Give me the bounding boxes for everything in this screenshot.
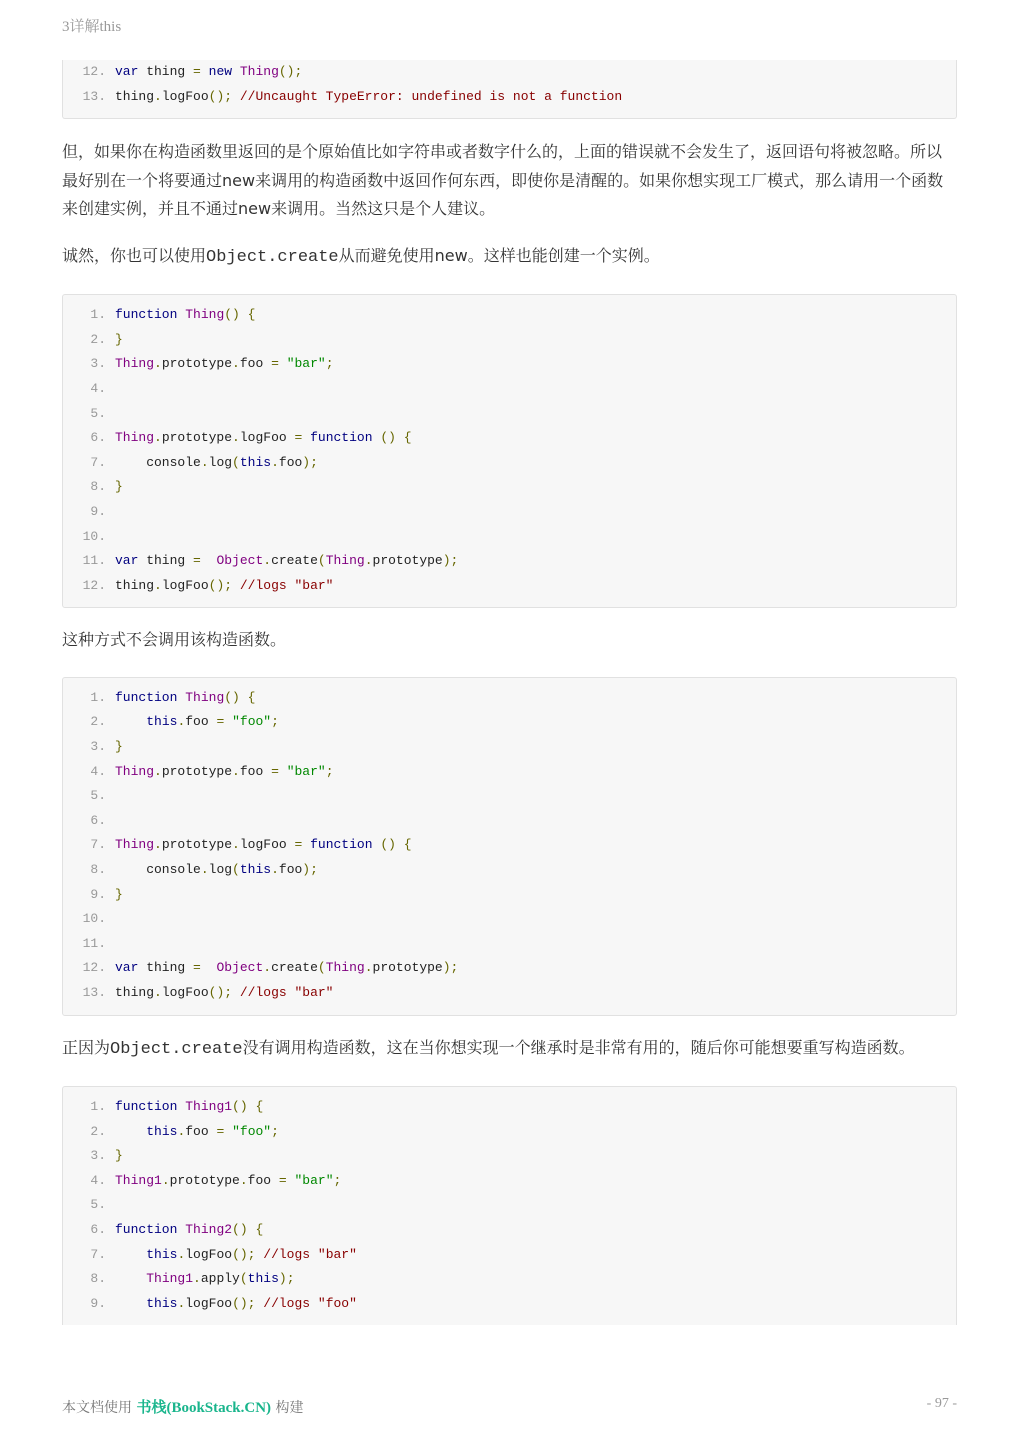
- code-token: prototype: [161, 356, 233, 372]
- code-token: .: [200, 454, 209, 470]
- code-line: [63, 525, 956, 550]
- line-number: 7.: [90, 1246, 106, 1262]
- code-token: (: [239, 1271, 248, 1287]
- code-token: //Uncaught TypeError: undefined is not a function: [239, 88, 623, 104]
- code-token: .: [177, 1246, 186, 1262]
- code-token: var: [115, 553, 139, 569]
- code-token: =: [294, 837, 303, 853]
- code-line: [63, 809, 956, 834]
- code-token: console: [115, 454, 201, 470]
- code-token: prototype: [372, 553, 443, 569]
- inline-code: Object.create: [206, 247, 339, 267]
- code-token: .: [177, 714, 186, 730]
- code-line: [63, 328, 956, 353]
- line-number: 3.: [90, 739, 106, 754]
- code-token: ;: [325, 356, 334, 372]
- code-token: Thing1: [185, 1099, 233, 1115]
- code-token: .: [232, 837, 240, 853]
- line-number: 12.: [82, 960, 106, 976]
- code-token: create: [271, 960, 318, 976]
- code-token: function: [310, 430, 373, 446]
- code-line: [63, 1243, 956, 1268]
- line-number: 6.: [90, 812, 106, 828]
- code-token: }: [115, 479, 123, 495]
- line-number: 6.: [90, 430, 106, 446]
- line-number: 9.: [90, 1295, 106, 1311]
- line-number: 11.: [82, 935, 106, 951]
- code-token: );: [442, 960, 459, 976]
- code-token: (: [232, 861, 240, 877]
- code-token: "foo": [232, 1123, 272, 1139]
- code-token: ;: [271, 1123, 279, 1139]
- code-line: [63, 760, 956, 785]
- code-token: [279, 764, 287, 779]
- code-token: [232, 985, 240, 1000]
- code-token: [302, 837, 310, 852]
- code-token: .: [154, 430, 162, 446]
- code-token: ();: [232, 1246, 256, 1262]
- code-token: [279, 356, 287, 371]
- code-token: prototype: [169, 1172, 240, 1188]
- code-line: [63, 402, 956, 427]
- code-token: log: [208, 454, 233, 470]
- line-number: 9.: [90, 503, 106, 519]
- code-token: (: [232, 454, 240, 470]
- line-number: 5.: [90, 788, 106, 804]
- code-token: thing: [115, 984, 155, 1000]
- code-token: }: [115, 739, 123, 754]
- code-token: create: [271, 553, 318, 569]
- code-token: .: [239, 1172, 248, 1188]
- code-token: Object: [216, 553, 264, 569]
- code-token: .: [200, 861, 209, 877]
- code-token: =: [193, 64, 201, 79]
- code-token: [240, 690, 248, 705]
- code-token: "bar": [286, 356, 326, 372]
- paragraph-text: 从而避免使用new。这样也能创建一个实例。: [338, 245, 660, 265]
- line-number: 2.: [90, 331, 106, 347]
- code-line: [63, 1169, 956, 1194]
- code-token: this: [146, 714, 178, 730]
- code-token: {: [255, 1222, 264, 1237]
- code-token: //logs "bar": [239, 984, 334, 1000]
- code-token: this: [239, 861, 272, 877]
- code-token: [240, 307, 248, 322]
- code-token: this: [146, 1295, 178, 1311]
- code-token: foo: [239, 356, 272, 372]
- code-token: foo: [247, 1172, 279, 1188]
- line-number: 1.: [90, 689, 106, 705]
- code-token: function: [115, 307, 178, 323]
- code-token: (: [317, 960, 326, 976]
- code-token: .: [161, 1172, 170, 1188]
- line-number: 10.: [82, 528, 106, 544]
- code-line: [63, 60, 956, 85]
- code-token: (): [224, 307, 240, 323]
- line-number: 4.: [90, 380, 106, 396]
- code-token: Thing: [325, 553, 365, 569]
- code-line: [63, 574, 956, 599]
- code-token: ();: [208, 88, 233, 104]
- code-token: [232, 64, 240, 79]
- code-token: =: [278, 1172, 287, 1188]
- code-token: =: [193, 960, 201, 976]
- code-token: console: [115, 861, 201, 877]
- code-token: [224, 1124, 232, 1139]
- line-number: 7.: [90, 837, 106, 853]
- line-number: 1.: [90, 1099, 106, 1115]
- code-token: ;: [333, 1172, 342, 1188]
- inline-code: Object.create: [110, 1039, 243, 1059]
- code-token: (): [232, 1099, 248, 1115]
- code-token: this: [146, 1123, 178, 1139]
- line-number: 5.: [90, 1197, 106, 1213]
- code-token: [115, 714, 146, 729]
- code-token: Object: [216, 960, 264, 976]
- code-token: foo: [185, 714, 217, 730]
- code-token: Thing: [115, 763, 155, 779]
- code-line: [63, 549, 956, 574]
- code-token: Thing: [115, 837, 155, 853]
- code-token: ();: [208, 577, 233, 593]
- code-token: "foo": [232, 714, 272, 730]
- code-token: .: [154, 984, 162, 1000]
- code-line: [63, 858, 956, 883]
- code-token: //logs "bar": [239, 577, 334, 593]
- code-token: logFoo: [239, 837, 295, 853]
- code-line: [63, 1095, 956, 1120]
- code-token: .: [177, 1295, 186, 1311]
- code-line: [63, 686, 956, 711]
- code-token: =: [271, 763, 279, 779]
- code-token: (): [232, 1222, 248, 1237]
- code-token: .: [177, 1123, 186, 1139]
- code-block-1: [62, 60, 957, 119]
- code-token: foo: [278, 861, 303, 877]
- code-token: Thing: [115, 356, 155, 372]
- code-token: [224, 714, 232, 729]
- code-token: ;: [271, 714, 279, 730]
- code-token: .: [263, 960, 272, 976]
- code-line: [63, 1120, 956, 1145]
- code-token: function: [310, 837, 373, 853]
- code-token: thing: [138, 960, 194, 976]
- line-number: 6.: [90, 1222, 106, 1237]
- code-token: ;: [325, 763, 334, 779]
- code-token: }: [115, 331, 123, 347]
- code-token: [115, 1247, 146, 1262]
- paragraph-object-create: [62, 242, 957, 273]
- line-number: 10.: [82, 911, 106, 927]
- code-token: =: [216, 1123, 225, 1139]
- code-token: [232, 578, 240, 593]
- code-token: "bar": [294, 1172, 334, 1188]
- code-token: this: [247, 1271, 279, 1287]
- code-token: [115, 1296, 146, 1311]
- code-token: thing: [115, 88, 155, 104]
- code-token: .: [154, 577, 162, 593]
- code-token: .: [154, 763, 162, 779]
- code-token: //logs "foo": [263, 1295, 357, 1311]
- paragraph-text: 正因为: [62, 1037, 111, 1057]
- code-line: [63, 833, 956, 858]
- code-token: =: [193, 553, 201, 569]
- code-token: thing: [138, 553, 194, 569]
- footer-prefix: 本文档使用: [62, 1400, 137, 1416]
- code-token: logFoo: [161, 984, 209, 1000]
- code-token: var: [115, 960, 139, 976]
- code-token: [201, 64, 209, 79]
- code-token: prototype: [161, 763, 233, 779]
- line-number: 9.: [90, 886, 106, 902]
- paragraph-text: 诚然，你也可以使用: [62, 245, 207, 265]
- code-line: [63, 710, 956, 735]
- code-token: [396, 430, 404, 445]
- code-token: .: [364, 553, 373, 569]
- code-token: [396, 837, 404, 852]
- code-token: prototype: [161, 430, 233, 446]
- code-line: [63, 352, 956, 377]
- code-token: {: [247, 307, 256, 323]
- code-line: [63, 907, 956, 932]
- code-token: [115, 1124, 146, 1139]
- code-token: ();: [208, 984, 233, 1000]
- line-number: 2.: [90, 714, 106, 730]
- code-token: Thing: [239, 64, 279, 79]
- code-token: );: [302, 454, 318, 470]
- code-token: foo: [278, 454, 303, 470]
- paragraph-text: 没有调用构造函数，这在当你想实现一个继承时是非常有用的，随后你可能想要重写构造函数。: [242, 1037, 915, 1057]
- code-line: [63, 1193, 956, 1218]
- code-token: prototype: [161, 837, 233, 853]
- code-token: logFoo: [161, 577, 209, 593]
- line-number: 11.: [82, 553, 106, 569]
- code-line: [63, 932, 956, 957]
- line-number: 3.: [90, 356, 106, 372]
- code-line: [63, 426, 956, 451]
- bookstack-link[interactable]: 书栈(BookStack.CN): [136, 1400, 272, 1416]
- running-header: 3详解this: [62, 19, 122, 35]
- code-token: Thing1: [115, 1172, 162, 1188]
- code-token: [287, 1173, 295, 1188]
- paragraph-inheritance: [62, 1034, 957, 1065]
- line-number: 8.: [90, 479, 106, 495]
- code-token: .: [263, 553, 272, 569]
- line-number: 1.: [90, 307, 106, 323]
- code-token: {: [403, 837, 412, 853]
- code-token: {: [403, 430, 412, 446]
- line-number: 7.: [90, 454, 106, 470]
- code-token: Thing1: [146, 1271, 194, 1287]
- code-token: Thing: [185, 689, 225, 705]
- code-token: this: [239, 454, 272, 470]
- code-token: [302, 430, 310, 445]
- line-number: 13.: [82, 88, 106, 104]
- code-token: log: [208, 861, 233, 877]
- line-number: 4.: [90, 1172, 106, 1188]
- code-token: ();: [232, 1295, 256, 1311]
- code-token: );: [302, 861, 318, 877]
- code-token: {: [247, 689, 256, 705]
- code-token: );: [442, 553, 459, 569]
- code-token: [201, 553, 217, 568]
- paragraph-no-constructor-call: 这种方式不会调用该构造函数。: [62, 630, 287, 650]
- line-number: 13.: [82, 984, 106, 1000]
- line-number: 8.: [90, 861, 106, 877]
- code-token: (): [380, 430, 396, 446]
- code-line: [63, 1218, 956, 1243]
- code-token: .: [271, 861, 279, 877]
- code-block-3: [62, 677, 957, 1016]
- code-token: logFoo: [185, 1246, 233, 1262]
- code-token: (): [380, 837, 396, 853]
- code-line: [63, 1292, 956, 1317]
- code-line: [63, 883, 956, 908]
- code-token: .: [154, 88, 162, 104]
- line-number: 12.: [82, 64, 106, 79]
- code-token: foo: [185, 1123, 217, 1139]
- code-token: .: [232, 430, 240, 446]
- code-line: [63, 735, 956, 760]
- code-line: [63, 500, 956, 525]
- code-token: this: [146, 1246, 178, 1262]
- page-content: [62, 60, 957, 1325]
- code-block-4: [62, 1086, 957, 1325]
- code-token: =: [216, 714, 225, 730]
- code-token: (): [224, 689, 240, 705]
- line-number: 8.: [90, 1271, 106, 1287]
- line-number: 4.: [90, 763, 106, 779]
- code-token: .: [232, 356, 240, 372]
- footer-suffix: 构建: [271, 1400, 304, 1416]
- line-number: 5.: [90, 405, 106, 421]
- code-line: [63, 475, 956, 500]
- code-token: logFoo: [185, 1295, 233, 1311]
- code-token: prototype: [372, 960, 443, 976]
- code-token: logFoo: [239, 430, 295, 446]
- code-line: [63, 85, 956, 110]
- code-token: "bar": [286, 763, 326, 779]
- code-token: function: [115, 1099, 178, 1115]
- line-number: 12.: [82, 577, 106, 593]
- code-token: ();: [278, 64, 303, 79]
- code-line: [63, 981, 956, 1006]
- code-token: Thing: [325, 960, 365, 976]
- code-line: [63, 784, 956, 809]
- code-line: [63, 956, 956, 981]
- code-line: [63, 451, 956, 476]
- code-token: =: [271, 356, 279, 372]
- code-token: //logs "bar": [263, 1246, 357, 1262]
- code-token: foo: [239, 763, 272, 779]
- code-token: function: [115, 689, 178, 705]
- code-token: apply: [200, 1271, 240, 1287]
- code-token: .: [154, 837, 162, 853]
- paragraph-factory-note: 但，如果你在构造函数里返回的是个原始值比如字符串或者数字什么的，上面的错误就不会发生了，返回语句将被忽略。所以最好别在一个将要通过new来调用的构造函数中返回作何东西，即使你是清醒的。如果你想实现工厂模式，那么请用一个函数来创建实例，并且不通过new来调用。当然这只是个人建议。: [62, 142, 944, 219]
- code-token: .: [271, 454, 279, 470]
- code-token: Thing2: [185, 1222, 233, 1237]
- code-token: Thing: [185, 307, 225, 323]
- line-number: 2.: [90, 1123, 106, 1139]
- line-number: 3.: [90, 1148, 106, 1164]
- code-token: thing: [115, 577, 155, 593]
- code-token: );: [278, 1271, 295, 1287]
- code-token: [201, 960, 217, 975]
- code-line: [63, 1144, 956, 1169]
- code-token: .: [193, 1271, 201, 1287]
- code-token: =: [294, 430, 303, 446]
- page-number: - 97 -: [926, 1396, 957, 1411]
- code-token: }: [115, 1148, 123, 1164]
- code-token: .: [232, 763, 240, 779]
- code-line: [63, 1267, 956, 1292]
- code-token: .: [364, 960, 373, 976]
- code-token: }: [115, 886, 123, 902]
- code-token: {: [255, 1099, 264, 1115]
- code-line: [63, 377, 956, 402]
- code-token: logFoo: [161, 88, 209, 104]
- code-token: (: [317, 553, 326, 569]
- code-token: function: [115, 1222, 178, 1237]
- code-line: [63, 303, 956, 328]
- code-token: Thing: [115, 430, 155, 446]
- code-token: thing: [138, 64, 194, 79]
- code-token: [232, 89, 240, 104]
- code-token: new: [208, 64, 233, 79]
- code-token: var: [115, 64, 139, 79]
- code-token: .: [154, 356, 162, 372]
- code-block-2: [62, 294, 957, 608]
- code-token: [115, 1271, 146, 1286]
- footer-credit: [62, 1396, 304, 1417]
